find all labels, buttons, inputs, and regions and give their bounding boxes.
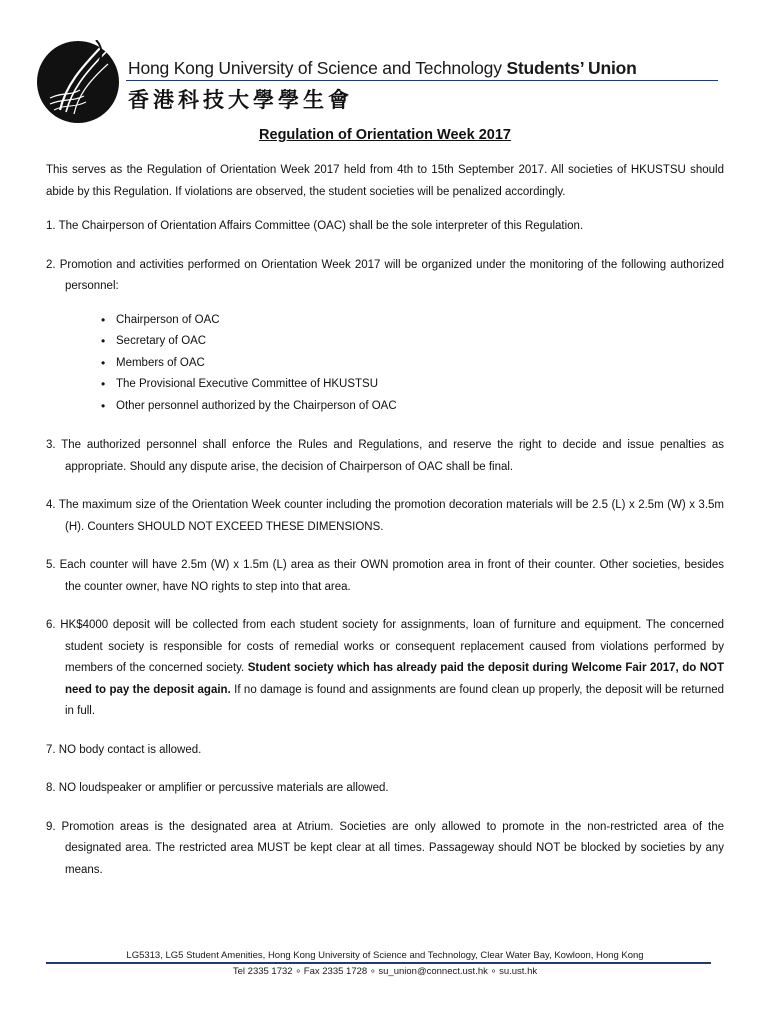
header-rule: [126, 80, 718, 81]
hkustsu-logo: [36, 40, 120, 124]
org-name-en: Hong Kong University of Science and Technology Students’ Union: [128, 58, 637, 78]
regulation-item-3: 3. The authorized personnel shall enforce the Rules and Regulations, and reserve the right to decide and issue penalties as appropriate. Should any dispute arise, the decision of Chairperson of OAC shall be final.: [46, 439, 724, 473]
regulation-item-2: 2. Promotion and activities performed on Orientation Week 2017 will be organized under the monitoring of the following authorized personnel:: [46, 258, 724, 292]
list-item: • Other personnel authorized by the Chairperson of OAC: [116, 396, 724, 418]
regulation-item-4: 4. The maximum size of the Orientation Week counter including the promotion decoration materials will be 2.5 (L) x 2.5m (W) x 3.5m (H). Counters SHOULD NOT EXCEED THESE DIMENSIONS.: [46, 499, 724, 533]
org-name-zh: 香港科技大學學生會: [128, 87, 353, 112]
org-name-en-bold: Students’ Union: [506, 58, 637, 78]
list-item: • Chairperson of OAC: [116, 310, 724, 332]
footer-rule: [46, 962, 711, 964]
regulation-item-6: 6. HK$4000 deposit will be collected from each student society for assignments, loan of furniture and equipment. The concerned student society is responsible for costs of remedial works or consequent replacement caused from violations performed by members of the concerned society. Student society which has already paid the deposit during Welcome Fair 2017, do NOT need to pay the deposit again. If no damage is found and assignments are found clean up properly, the deposit will be returned in full.: [46, 619, 725, 717]
footer-address: LG5313, LG5 Student Amenities, Hong Kong University of Science and Technology, Clear Water Bay, Kowloon, Hong Kong: [126, 950, 644, 961]
deposit-note-bold: Student society which has already paid the deposit during Welcome Fair 2017, do NOT need to pay the deposit again.: [65, 662, 724, 696]
document-body: [46, 160, 724, 881]
list-item: • The Provisional Executive Committee of HKUSTSU: [116, 374, 724, 396]
regulation-item-9: 9. Promotion areas is the designated area at Atrium. Societies are only allowed to promote in the non-restricted area of the designated area. The restricted area MUST be kept clear at all times. Passageway should NOT be blocked by societies by any means.: [46, 820, 724, 876]
document-title: Regulation of Orientation Week 2017: [259, 127, 511, 143]
intro-paragraph: This serves as the Regulation of Orientation Week 2017 held from 4th to 15th September 2017. All societies of HKUSTSU should abide by this Regulation. If violations are observed, the student societies will be penalized accordingly.: [46, 164, 724, 198]
authorized-personnel-list: [46, 310, 724, 418]
regulation-item-8: 8. NO loudspeaker or amplifier or percussive materials are allowed.: [46, 782, 389, 794]
list-item: • Members of OAC: [116, 353, 724, 375]
list-item: • Secretary of OAC: [116, 331, 724, 353]
regulation-item-1: 1. The Chairperson of Orientation Affairs Committee (OAC) shall be the sole interpreter of this Regulation.: [46, 220, 584, 232]
footer-contact: Tel 2335 1732 ∘ Fax 2335 1728 ∘ su_union@connect.ust.hk ∘ su.ust.hk: [232, 966, 538, 977]
regulation-item-7: 7. NO body contact is allowed.: [46, 743, 202, 756]
regulation-item-5: 5. Each counter will have 2.5m (W) x 1.5m (L) area as their OWN promotion area in front of their counter. Other societies, besides the counter owner, have NO rights to step into that area.: [46, 559, 724, 593]
